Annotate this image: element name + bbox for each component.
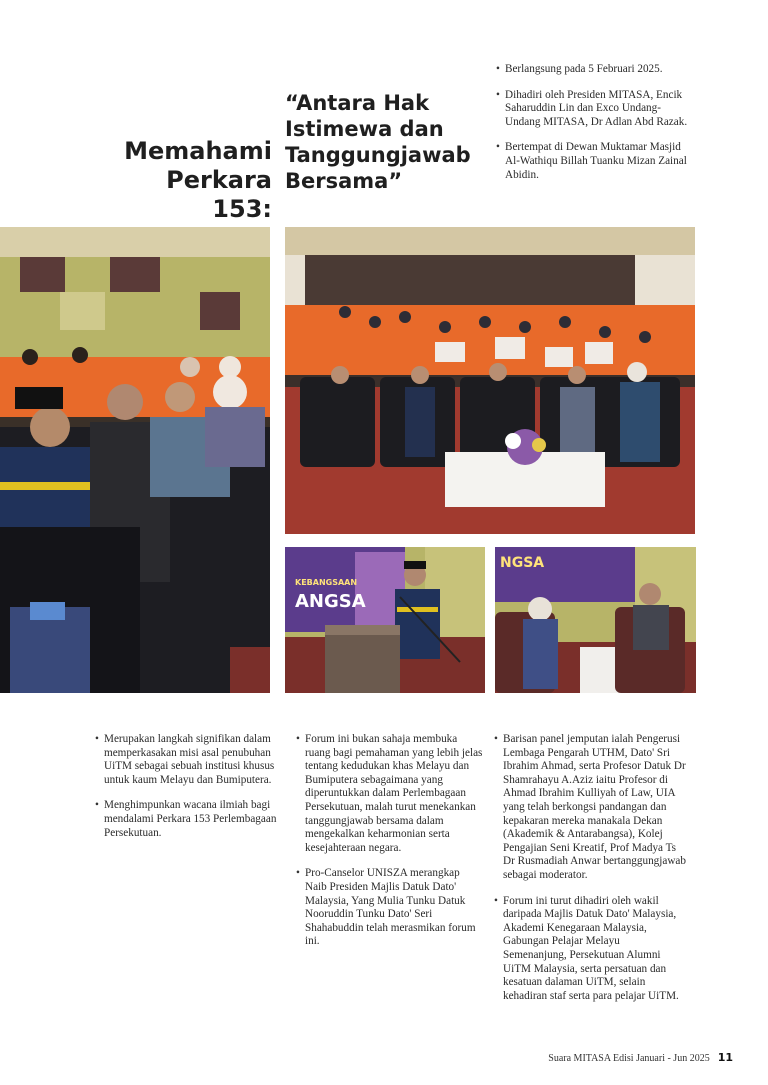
publication-name: Suara MITASA Edisi Januari - Jun 2025 xyxy=(548,1053,710,1064)
column-3-item: • Forum ini turut dihadiri oleh wakil daripada Majlis Datuk Dato' Malaysia, Akademi Kenegaraan Malaysia, Gabungan Pelajar Melayu Semenanjung, Persekutuan Alumni UiTM Malaysia, serta persatuan dan kesatuan dalaman UiTM, selain kehadiran staf serta para pelajar UiTM. xyxy=(494,895,686,1004)
banner-text: ANGSA xyxy=(295,591,366,612)
page-number: 11 xyxy=(717,1051,733,1064)
photo-panel-discussion xyxy=(495,547,696,693)
event-info-item: • Bertempat di Dewan Muktamar Masjid Al-Wathiqu Billah Tuanku Mizan Zainal Abidin. xyxy=(496,141,696,182)
photo-audience-closeup xyxy=(0,227,270,693)
photo-group-panel xyxy=(285,227,695,534)
page-footer xyxy=(548,1051,733,1064)
event-info-item: • Berlangsung pada 5 Februari 2025. xyxy=(496,63,696,77)
column-2-item: • Forum ini bukan sahaja membuka ruang bagi pemahaman yang lebih jelas tentang kedudukan khas Melayu dan Bumiputera sebagaimana yang diperuntukkan dalam Perlembagaan Persekutuan, malah turut menekankan tanggungjawab bersama dalam mengekalkan keharmonian serta kesejahteraan negara. xyxy=(296,733,484,855)
headline-left: Memahami Perkara 153: xyxy=(124,137,272,223)
banner-text: NGSA xyxy=(500,555,545,571)
photo-speaker-podium xyxy=(285,547,485,693)
column-3-list xyxy=(494,733,686,1015)
column-1-item: • Merupakan langkah signifikan dalam memperkasakan misi asal penubuhan UiTM sebagai sebuah institusi khusus untuk kaum Melayu dan Bumiputera. xyxy=(95,733,285,787)
banner-text: KEBANGSAAN xyxy=(295,578,358,587)
column-2-item: • Pro-Canselor UNISZA merangkap Naib Presiden Majlis Datuk Dato' Malaysia, Yang Mulia Tunku Datuk Nooruddin Tunku Dato' Seri Shahabuddin telah merasmikan forum ini. xyxy=(296,867,484,949)
column-1-item: • Menghimpunkan wacana ilmiah bagi mendalami Perkara 153 Perlembagaan Persekutuan. xyxy=(95,799,285,840)
column-3-item: • Barisan panel jemputan ialah Pengerusi Lembaga Pengarah UTHM, Dato' Sri Ibrahim Ahmad, serta Profesor Datuk Dr Shamrahayu A.Aziz iaitu Profesor di Ahmad Ibrahim Kulliyah of Law, UIA yang telah berkongsi pandangan dan kepakaran mereka manakala Dekan (Akademik & Antarabangsa), Kolej Pengajian Seni Kreatif, Prof Madya Ts Dr Rusmadiah Anwar bertanggungjawab sebagai moderator. xyxy=(494,733,686,883)
event-info-list xyxy=(496,63,696,194)
headline-right: “Antara Hak Istimewa dan Tanggungjawab Bersama” xyxy=(285,91,471,193)
column-1-list xyxy=(95,733,285,852)
column-2-list xyxy=(296,733,484,961)
event-info-item: • Dihadiri oleh Presiden MITASA, Encik Saharuddin Lin dan Exco Undang-Undang MITASA, Dr Adlan Abd Razak. xyxy=(496,89,696,130)
